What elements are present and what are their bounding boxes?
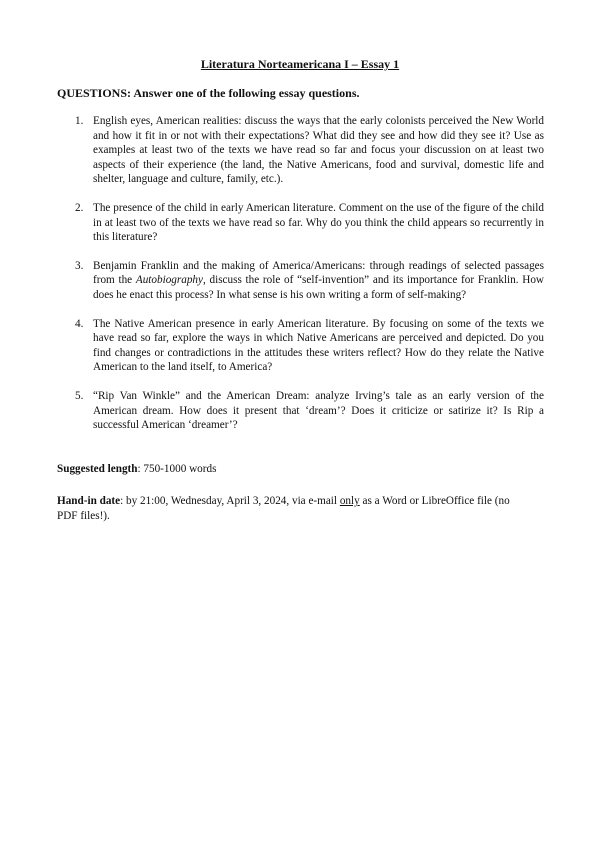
hand-in-text: : by 21:00, Wednesday, April 3, 2024, via e-mail [120,495,340,507]
question-text: English eyes, American realities: discuss the ways that the early colonists perceived the New World and how it fit in or not with their expectations? What did they see and how did they see it? Use as examples at least two of the texts we have read so far and focus your discussion on at least two aspects of their experience (the land, the Native Americans, food and survival, domestic life and shelter, language and culture, family, etc.). [93,115,544,186]
questions-heading: QUESTIONS: Answer one of the following essay questions. [57,86,360,100]
suggested-length-label: Suggested length [57,463,138,475]
question-text: The Native American presence in early American literature. By focusing on some of the texts we have read so far, explore the ways in which Native Americans are perceived and depicted. Do you find changes or contradictions in the attitudes these writers reflect? How do they relate the Native American to the land itself, to America? [93,317,544,374]
hand-in-label: Hand-in date [57,495,121,507]
hand-in-emphasis: only [339,495,360,507]
question-item [57,317,544,375]
question-number: 1. [75,115,84,127]
hand-in-text: as a Word or LibreOffice file (no PDF files!). [57,495,510,522]
question-number: 4. [75,317,84,330]
question-list [57,114,544,447]
question-item [57,201,544,245]
suggested-length [57,462,216,477]
question-item [57,389,544,433]
question-text: “Rip Van Winkle” and the American Dream: analyze Irving’s tale as an early version of the American dream. How does it present that ‘dream’? Does it criticize or satirize it? Is Rip a successful American ‘dreamer’? [93,389,544,432]
suggested-length-value: : 750-1000 words [137,463,217,475]
document-title: Literatura Norteamericana I – Essay 1 [200,57,400,71]
question-number: 3. [75,259,84,272]
question-number: 5. [75,389,84,402]
question-number: 2. [75,201,84,214]
question-item [57,259,544,303]
question-text-part: , discuss the role of “self-invention” and its importance for Franklin. How does he enact this process? In what sense is his own writing a form of self-making? [93,274,544,301]
hand-in-date [57,494,517,524]
book-title-autobiography: Autobiography [135,274,203,287]
question-item [57,114,544,187]
question-text: The presence of the child in early American literature. Comment on the use of the figure of the child in at least two of the texts we have read so far. Why do you think the child appears so recurrently in this literature? [93,201,544,244]
question-text-part: Benjamin Franklin and the making of America/Americans: through readings of selected passages from the [93,259,544,287]
